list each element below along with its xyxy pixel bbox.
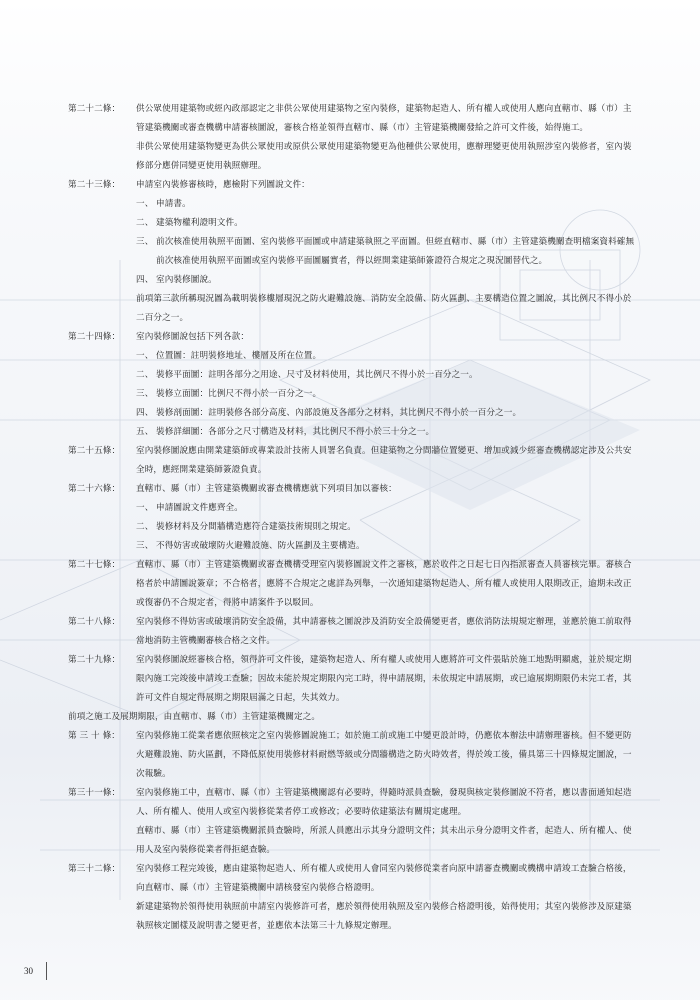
list-item xyxy=(136,214,640,233)
article-paragraph: 室內裝修圖說經審核合格，領得許可文件後，建築物起造人、所有權人或使用人應將許可文件張貼於施工地點明顯處，並於規定期限內施工完竣後申請竣工查驗；因故未能於規定期限內完工時，得申請展期，未依規定申請展期，或已逾展期期限仍未完工者，其許可文件自規定得展期之期限屆滿之日起，失其效力。 xyxy=(136,655,632,703)
article-label: 第三十一條： xyxy=(68,788,121,798)
item-number: 二、 xyxy=(136,218,154,228)
item-number: 四、 xyxy=(136,408,154,418)
article-paragraph: 室內裝修不得妨害或破壞消防安全設備，其申請審核之圖說涉及消防安全設備變更者，應依消防法規規定辦理，並應於施工前取得當地消防主管機關審核合格之文件。 xyxy=(136,617,632,646)
article-paragraph: 直轄市、縣（市）主管建築機關或審查機構應就下列項目加以審核： xyxy=(136,484,397,494)
article-paragraph: 供公眾使用建築物或經內政部認定之非供公眾使用建築物之室內裝修，建築物起造人、所有權人或使用人應向直轄市、縣（市）主管建築機關或審查機構申請審核圖說，審核合格並領得直轄市、縣（市）主管建築機關發給之許可文件後，始得施工。 xyxy=(136,104,632,133)
article-32 xyxy=(68,860,640,936)
article-label: 第二十六條： xyxy=(68,484,121,494)
item-number: 一、 xyxy=(136,503,154,513)
article-paragraph: 申請室內裝修審核時，應檢附下列圖說文件： xyxy=(136,180,310,190)
item-number: 三、 xyxy=(136,389,154,399)
item-text: 申請書。 xyxy=(156,199,191,209)
item-text: 申請圖說文件應齊全。 xyxy=(156,503,243,513)
list-item xyxy=(136,385,640,404)
item-number: 二、 xyxy=(136,522,154,532)
list-item xyxy=(136,404,640,423)
list-item xyxy=(136,195,640,214)
item-text: 建築物權利證明文件。 xyxy=(156,218,243,228)
item-text: 室內裝修圖說。 xyxy=(156,275,217,285)
article-31 xyxy=(68,784,640,860)
list-item xyxy=(136,537,640,556)
article-24 xyxy=(68,328,640,442)
list-item xyxy=(136,347,640,366)
article-28 xyxy=(68,613,640,651)
item-number: 二、 xyxy=(136,370,154,380)
article-26 xyxy=(68,480,640,556)
item-text: 不得妨害或破壞防火避難設施、防火區劃及主要構造。 xyxy=(156,541,365,551)
item-number: 四、 xyxy=(136,275,154,285)
list-item xyxy=(136,271,640,290)
item-text: 位置圖：註明裝修地址、樓層及所在位置。 xyxy=(156,351,322,361)
article-27 xyxy=(68,556,640,613)
article-paragraph: 非供公眾使用建築物變更為供公眾使用或原供公眾使用建築物變更為他種供公眾使用，應辦理變更使用執照涉室內裝修者，室內裝修部分應併同變更使用執照辦理。 xyxy=(136,142,632,171)
document-body xyxy=(68,100,640,936)
article-30 xyxy=(68,727,640,784)
article-label: 第二十二條： xyxy=(68,104,121,114)
article-label: 第 三 十 條： xyxy=(68,731,120,741)
item-number: 三、 xyxy=(136,237,154,247)
article-label: 第二十四條： xyxy=(68,332,121,342)
item-text: 裝修剖面圖：註明裝修各部分高度、內部設施及各部分之材料，其比例尺不得小於一百分之一。 xyxy=(156,408,522,418)
article-23 xyxy=(68,176,640,328)
loose-paragraph: 前項之施工及展期期限，由直轄市、縣（市）主管建築機關定之。 xyxy=(68,712,321,722)
article-paragraph: 室內裝修工程完竣後，應由建築物起造人、所有權人或使用人會同室內裝修從業者向原申請審查機關或機構申請竣工查驗合格後，向直轄市、縣（市）主管建築機關申請核發室內裝修合格證明。 xyxy=(136,864,632,893)
article-paragraph: 室內裝修圖說包括下列各款： xyxy=(136,332,250,342)
article-paragraph: 直轄市、縣（市）主管建築機關或審查機構受理室內裝修圖說文件之審核，應於收件之日起七日內指派審查人員審核完畢。審核合格者於申請圖說簽章；不合格者，應將不合規定之處詳為列舉，一次通知建築物起造人、所有權人或使用人限期改正，逾期未改正或復審仍不合規定者，得將申請案件予以駁回。 xyxy=(136,560,632,608)
list-item xyxy=(136,233,640,271)
item-text: 裝修詳細圖：各部分之尺寸構造及材料，其比例尺不得小於三十分之一。 xyxy=(156,427,435,437)
article-paragraph: 直轄市、縣（市）主管建築機關派員查驗時，所派人員應出示其身分證明文件；其未出示身分證明文件者，起造人、所有權人、使用人及室內裝修從業者得拒絕查驗。 xyxy=(136,826,632,855)
item-text: 前次核准使用執照平面圖、室內裝修平面圖或申請建築執照之平面圖。但經直轄市、縣（市）主管建築機關查明檔案資料確無前次核准使用執照平面圖或室內裝修平面圖屬實者，得以經開業建築師簽證符合規定之現況圖替代之。 xyxy=(156,237,635,266)
article-paragraph: 室內裝修圖說應由開業建築師或專業設計技術人員署名負責。但建築物之分間牆位置變更、增加或減少經審查機構認定涉及公共安全時，應經開業建築師簽證負責。 xyxy=(136,446,632,475)
article-paragraph: 室內裝修施工從業者應依照核定之室內裝修圖說施工；如於施工前或施工中變更設計時，仍應依本辦法申請辦理審核。但不變更防火避難設施、防火區劃，不降低原使用裝修材料耐燃等級或分間牆構造之防火時效者，得於竣工後，備具第三十四條規定圖說，一次報驗。 xyxy=(136,731,632,779)
page-number-divider xyxy=(46,962,47,980)
article-label: 第二十八條： xyxy=(68,617,121,627)
article-label: 第二十五條： xyxy=(68,446,121,456)
article-paragraph: 室內裝修施工中，直轄市、縣（市）主管建築機關認有必要時，得隨時派員查驗，發現與核定裝修圖說不符者，應以書面通知起造人、所有權人、使用人或室內裝修從業者停工或修改；必要時依建築法有關規定處理。 xyxy=(136,788,632,817)
list-item xyxy=(136,518,640,537)
item-number: 五、 xyxy=(136,427,154,437)
article-label: 第二十三條： xyxy=(68,180,121,190)
item-text: 裝修平面圖：註明各部分之用途、尺寸及材料使用，其比例尺不得小於一百分之一。 xyxy=(156,370,478,380)
item-number: 一、 xyxy=(136,351,154,361)
article-22 xyxy=(68,100,640,176)
item-number: 一、 xyxy=(136,199,154,209)
article-paragraph: 新建建築物於領得使用執照前申請室內裝修許可者，應於領得使用執照及室內裝修合格證明後，始得使用；其室內裝修涉及原建築執照核定圖樣及說明書之變更者，並應依本法第三十九條規定辦理。 xyxy=(136,902,632,931)
list-item xyxy=(136,423,640,442)
item-number: 三、 xyxy=(136,541,154,551)
article-paragraph: 前項第三款所稱現況圖為載明裝修樓層現況之防火避難設施、消防安全設備、防火區劃、主要構造位置之圖說，其比例尺不得小於二百分之一。 xyxy=(136,294,632,323)
article-25 xyxy=(68,442,640,480)
article-29 xyxy=(68,651,640,708)
article-label: 第三十二條： xyxy=(68,864,121,874)
list-item xyxy=(136,366,640,385)
article-label: 第二十七條： xyxy=(68,560,121,570)
page-number: 30 xyxy=(24,966,33,976)
item-text: 裝修立面圖：比例尺不得小於一百分之一。 xyxy=(156,389,322,399)
item-text: 裝修材料及分間牆構造應符合建築技術規則之規定。 xyxy=(156,522,356,532)
list-item xyxy=(136,499,640,518)
article-label: 第二十九條： xyxy=(68,655,121,665)
